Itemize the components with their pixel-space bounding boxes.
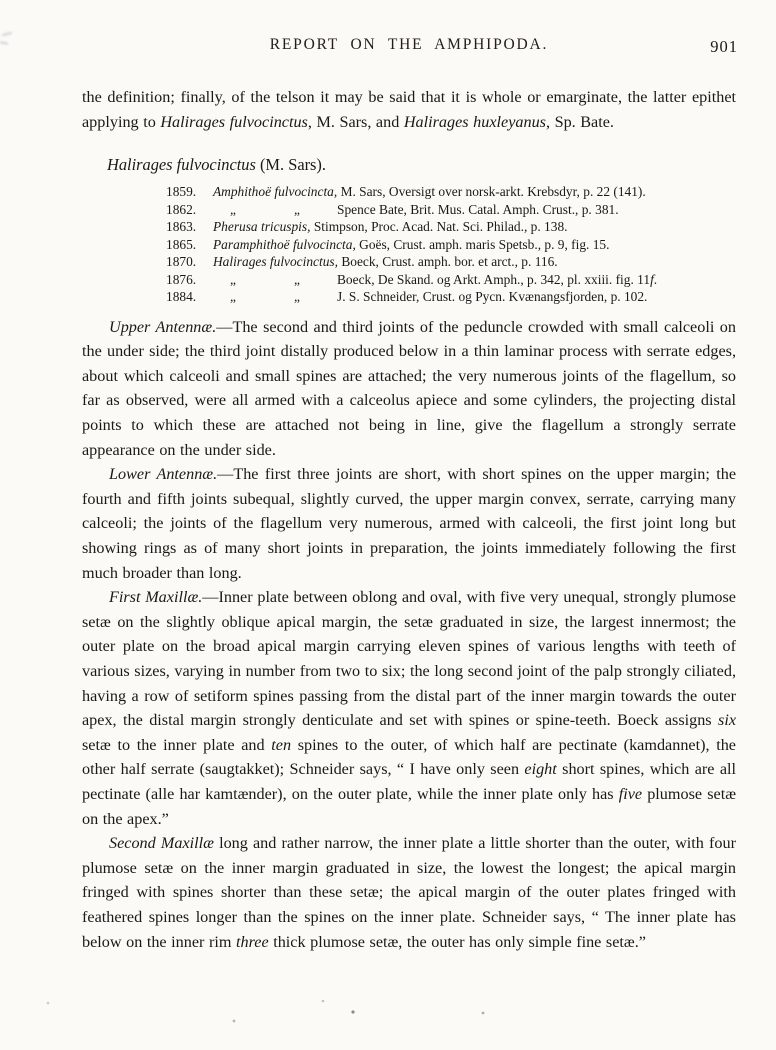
italic-text: First Maxillæ.	[109, 588, 203, 607]
text-run: Stimpson, Proc. Acad. Nat. Sci. Philad., p. 138.	[310, 219, 568, 235]
text-run: short spines, which are all pectinate (alle har kamtænder), on the outer plate, while the inner plate only has	[82, 760, 736, 803]
text-run: , Sp. Bate.	[545, 112, 614, 131]
text-run: .	[653, 271, 658, 287]
italic-text: Halirages fulvocinctus	[107, 155, 256, 175]
italic-text: Pherusa tricuspis,	[213, 219, 311, 235]
synonymy-year: 1862.	[166, 201, 197, 217]
text-run: Spence Bate, Brit. Mus. Catal. Amph. Crust., p. 381.	[337, 201, 619, 217]
paragraph	[82, 315, 736, 463]
italic-text: Paramphithoë fulvocincta,	[213, 236, 356, 252]
species-heading	[82, 153, 736, 177]
italic-text: Upper Antennæ.	[109, 317, 217, 336]
running-title: REPORT ON THE AMPHIPODA.	[269, 36, 549, 53]
italic-text: three	[236, 932, 269, 951]
synonymy-row	[166, 236, 736, 254]
ditto-mark: „	[230, 289, 236, 305]
page-header	[82, 36, 736, 58]
italic-text: Halirages huxleyanus	[403, 112, 546, 131]
synonymy-entry	[213, 183, 736, 201]
intro-paragraph	[82, 85, 736, 134]
text-run: —Inner plate between oblong and oval, with five very unequal, strongly plumose setæ on the slightly oblique apical margin, the setæ graduated in size, the largest innermost; the outer plate on the broad apical margin carrying eleven spines of various lengths with teeth of various sizes, varying in number from two to six; the long second joint of the palp strongly ciliated, having a row of setiform spines passing from the distal part of the inner margin towards the outer apex, the distal margin strongly denticulate and set with spines or spine-teeth. Boeck assigns	[82, 588, 736, 730]
text-run: setæ to the inner plate and	[82, 735, 272, 754]
ditto-mark: „	[293, 289, 300, 305]
synonymy-row	[166, 271, 736, 289]
text-run: —The second and third joints of the peduncle crowded with small calceoli on the under side; the third joint distally produced below in a thin laminar process with serrate edges, about which calceoli and small spines are attached; the very numerous joints of the flagellum, so far as observed, were all armed with a calceolus apiece and some cylinders, the projecting distal points to which these are attached not being in line, give the flagellum a strongly serrate appearance on the under side.	[82, 317, 736, 459]
italic-text: Amphithoë fulvocincta,	[213, 184, 338, 200]
text-run: plumose setæ on the apex.”	[82, 784, 736, 828]
paragraph	[82, 585, 736, 831]
italic-text: f	[650, 271, 654, 287]
text-run: M. Sars, Oversigt over norsk-arkt. Krebsdyr, p. 22 (141).	[337, 184, 646, 200]
synonymy-year: 1865.	[166, 236, 197, 252]
synonymy-year: 1863.	[166, 219, 197, 235]
italic-text: six	[718, 711, 736, 730]
synonymy-year: 1859.	[166, 184, 197, 200]
italic-text: Second Maxillæ	[109, 834, 214, 853]
synonymy-entry	[213, 201, 736, 219]
text-run: J. S. Schneider, Crust. og Pycn. Kvænangsfjorden, p. 102.	[337, 289, 648, 305]
italic-text: Halirages fulvocinctus	[160, 112, 308, 131]
synonymy-row	[166, 183, 736, 201]
paragraph	[82, 831, 736, 954]
italic-text: Halirages fulvocinctus,	[213, 254, 338, 270]
synonymy-entry	[213, 253, 736, 271]
text-run: Boeck, De Skand. og Arkt. Amph., p. 342, pl. xxiii. fig. 11	[337, 271, 651, 287]
synonymy-row	[166, 218, 736, 236]
synonymy-year: 1876.	[166, 271, 197, 287]
synonymy-year: 1884.	[166, 289, 197, 305]
text-run: , M. Sars, and	[307, 112, 404, 131]
italic-text: Lower Antennæ.	[109, 465, 218, 484]
text-run: Goës, Crust. amph. maris Spetsb., p. 9, fig. 15.	[355, 236, 610, 252]
text-run: —The first three joints are short, with short spines on the upper margin; the fourth and fifth joints subequal, slightly curved, the upper margin convex, serrate, carrying many calceoli; the joints of the flagellum very numerous, armed with calceoli, the first joint long but showing rings as of many short joints in preparation, the joints immediately following the first much broader than long.	[82, 465, 736, 582]
ditto-mark: „	[230, 201, 236, 217]
synonymy-row	[166, 201, 736, 219]
synonymy-list	[166, 183, 736, 306]
synonymy-entry	[213, 236, 736, 254]
text-run: Boeck, Crust. amph. bor. et arct., p. 116.	[337, 254, 558, 270]
ditto-marks	[213, 201, 337, 219]
synonymy-entry	[213, 271, 736, 289]
synonymy-entry	[213, 218, 736, 236]
italic-text: eight	[524, 760, 557, 779]
ditto-marks	[213, 271, 337, 289]
ditto-mark: „	[293, 201, 300, 217]
italic-text: ten	[271, 735, 292, 754]
synonymy-row	[166, 253, 736, 271]
text-run: (M. Sars).	[255, 155, 326, 175]
scan-smudge-artifact	[0, 30, 14, 56]
synonymy-year: 1870.	[166, 254, 197, 270]
text-run: thick plumose setæ, the outer has only simple fine setæ.”	[268, 932, 646, 951]
paragraph	[82, 462, 736, 585]
ditto-mark: „	[230, 271, 236, 287]
text-run: spines to the outer, of which half are pectinate (kamdannet), the other half serrate (saugtakket); Schneider says, “ I have only seen	[82, 735, 736, 779]
synonymy-row	[166, 288, 736, 306]
ditto-marks	[213, 288, 337, 306]
text-run: long and rather narrow, the inner plate a little shorter than the outer, with four plumose setæ on the inner margin graduated in size, the lowest the longest; the apical margin fringed with spines shorter than these setæ; the apical margin of the outer plates fringed with feathered spines longer than the spines on the inner plate. Schneider says, “ The inner plate has below on the inner rim	[82, 834, 736, 951]
body-paragraphs	[82, 315, 736, 954]
synonymy-entry	[213, 288, 736, 306]
ditto-mark: „	[293, 271, 300, 287]
text-run: the definition; finally, of the telson it may be said that it is whole or emarginate, the latter epithet applying to	[82, 88, 736, 131]
page-number: 901	[710, 37, 738, 56]
italic-text: five	[618, 784, 643, 803]
scan-speckles	[0, 0, 2, 2]
